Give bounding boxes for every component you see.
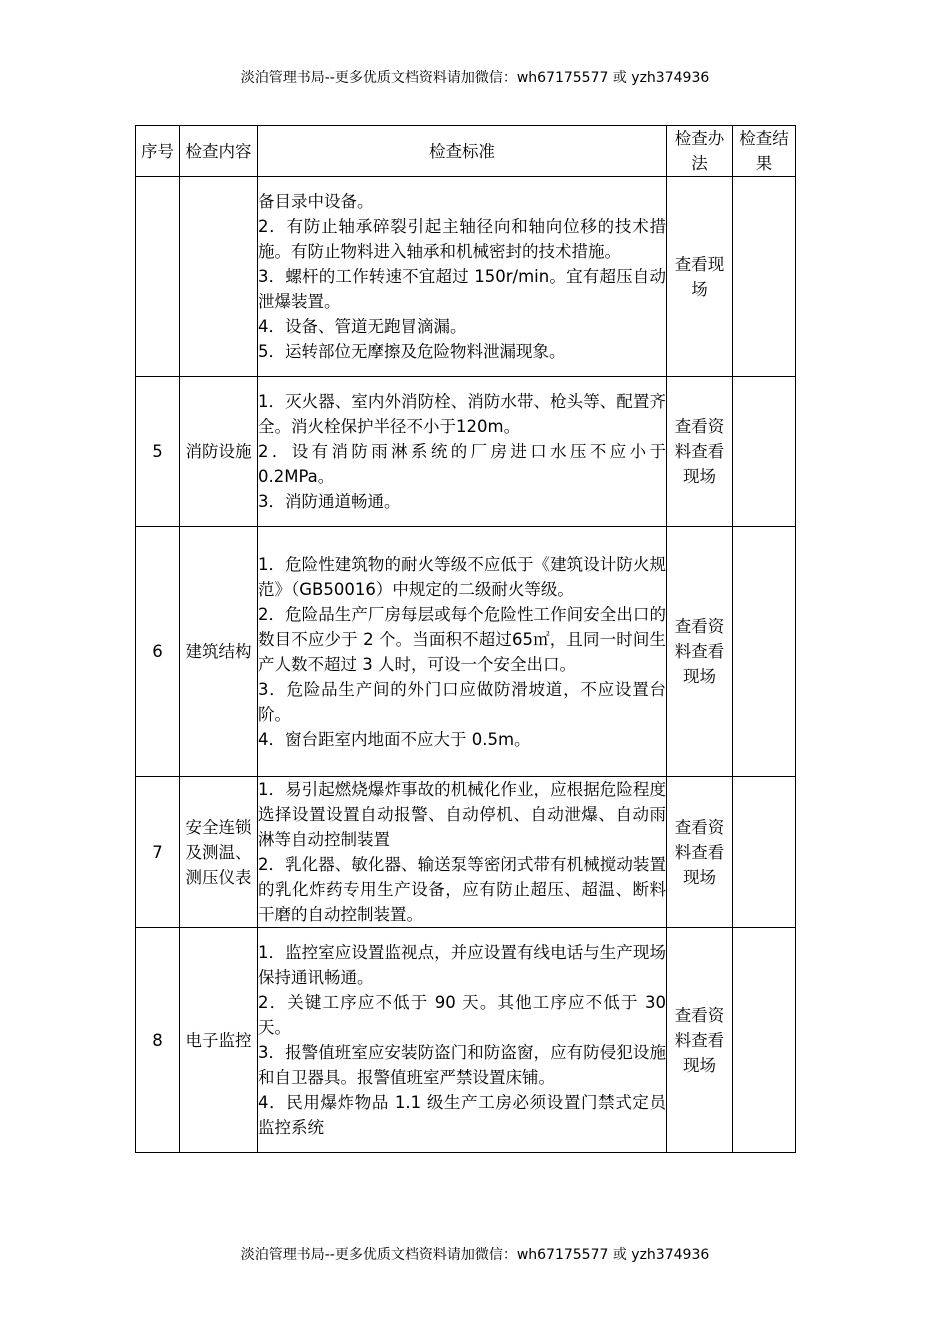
row-no: 7 [136, 777, 180, 928]
table-row [136, 177, 796, 377]
standard-line: 1．灭火器、室内外消防栓、消防水带、枪头等、配置齐全。消火栓保护半径不小于120m。 [258, 392, 666, 436]
header-no: 序号 [136, 126, 180, 177]
standard-line: 3．消防通道畅通。 [258, 492, 401, 511]
standard-line: 2．乳化器、敏化器、输送泵等密闭式带有机械搅动装置的乳化炸药专用生产设备，应有防止超压、超温、断料干磨的自动控制装置。 [258, 855, 666, 924]
standard-line: 3．报警值班室应安装防盗门和防盗窗，应有防侵犯设施和自卫器具。报警值班室严禁设置床铺。 [258, 1043, 666, 1087]
table-row [136, 527, 796, 777]
row-no: 8 [136, 928, 180, 1153]
row-standard [258, 177, 667, 377]
standard-line: 4．设备、管道无跑冒滴漏。 [258, 317, 467, 336]
row-standard [258, 527, 667, 777]
row-result [733, 177, 796, 377]
row-item: 建筑结构 [180, 527, 258, 777]
row-no: 6 [136, 527, 180, 777]
table-header-row [136, 126, 796, 177]
standard-line: 2．关键工序应不低于 90 天。其他工序应不低于 30 天。 [258, 993, 666, 1037]
standard-line: 3．螺杆的工作转速不宜超过 150r/min。宜有超压自动泄爆装置。 [258, 267, 666, 311]
row-method [667, 177, 733, 377]
inspection-table [135, 125, 796, 1153]
row-item [180, 177, 258, 377]
row-no [136, 177, 180, 377]
standard-line: 5．运转部位无摩擦及危险物料泄漏现象。 [258, 342, 566, 361]
row-method [667, 527, 733, 777]
standard-line: 2．危险品生产厂房每层或每个危险性工作间安全出口的数目不应少于 2 个。当面积不超过65㎡，且同一时间生产人数不超过 3 人时，可设一个安全出口。 [258, 604, 666, 674]
table-row [136, 377, 796, 527]
header-method: 检查办法 [667, 126, 733, 177]
row-standard [258, 928, 667, 1153]
method-text: 查看资料查看现场 [674, 817, 725, 887]
row-item: 安全连锁及测温、测压仪表 [180, 777, 258, 928]
method-text: 查看资料查看现场 [674, 617, 725, 686]
method-text: 查看资料查看现场 [674, 417, 725, 486]
row-result [733, 928, 796, 1153]
page-footer: 淡泊管理书局--更多优质文档资料请加微信：wh67175577 或 yzh374936 [240, 1247, 710, 1263]
table-row [136, 928, 796, 1153]
row-standard [258, 777, 667, 928]
row-method [667, 377, 733, 527]
standard-line: 1．易引起燃烧爆炸事故的机械化作业，应根据危险程度选择设置设置自动报警、自动停机、自动泄爆、自动雨淋等自动控制装置 [258, 780, 666, 849]
row-method [667, 928, 733, 1153]
row-item: 消防设施 [180, 377, 258, 527]
table-row [136, 777, 796, 928]
row-result [733, 527, 796, 777]
standard-line: 1．监控室应设置监视点，并应设置有线电话与生产现场保持通讯畅通。 [258, 943, 666, 987]
standard-line: 2．有防止轴承碎裂引起主轴径向和轴向位移的技术措施。有防止物料进入轴承和机械密封的技术措施。 [258, 217, 666, 261]
row-result [733, 377, 796, 527]
standard-line: 备目录中设备。 [258, 192, 374, 211]
method-text: 查看资料查看现场 [674, 1005, 725, 1075]
header-item: 检查内容 [180, 126, 258, 177]
row-result [733, 777, 796, 928]
method-text: 查看现场 [674, 254, 725, 299]
standard-line: 4．民用爆炸物品 1.1 级生产工房必须设置门禁式定员监控系统 [258, 1093, 666, 1137]
row-method [667, 777, 733, 928]
header-standard: 检查标准 [258, 126, 667, 177]
row-item: 电子监控 [180, 928, 258, 1153]
standard-line: 1．危险性建筑物的耐火等级不应低于《建筑设计防火规范》（GB50016）中规定的二级耐火等级。 [258, 554, 666, 599]
header-result: 检查结果 [733, 126, 796, 177]
standard-line: 4．窗台距室内地面不应大于 0.5m。 [258, 729, 531, 749]
standard-line: 2．设有消防雨淋系统的厂房进口水压不应小于0.2MPa。 [258, 442, 666, 486]
page-header: 淡泊管理书局--更多优质文档资料请加微信：wh67175577 或 yzh374936 [240, 70, 710, 86]
row-standard [258, 377, 667, 527]
row-no: 5 [136, 377, 180, 527]
standard-line: 3．危险品生产间的外门口应做防滑坡道，不应设置台阶。 [258, 679, 666, 724]
